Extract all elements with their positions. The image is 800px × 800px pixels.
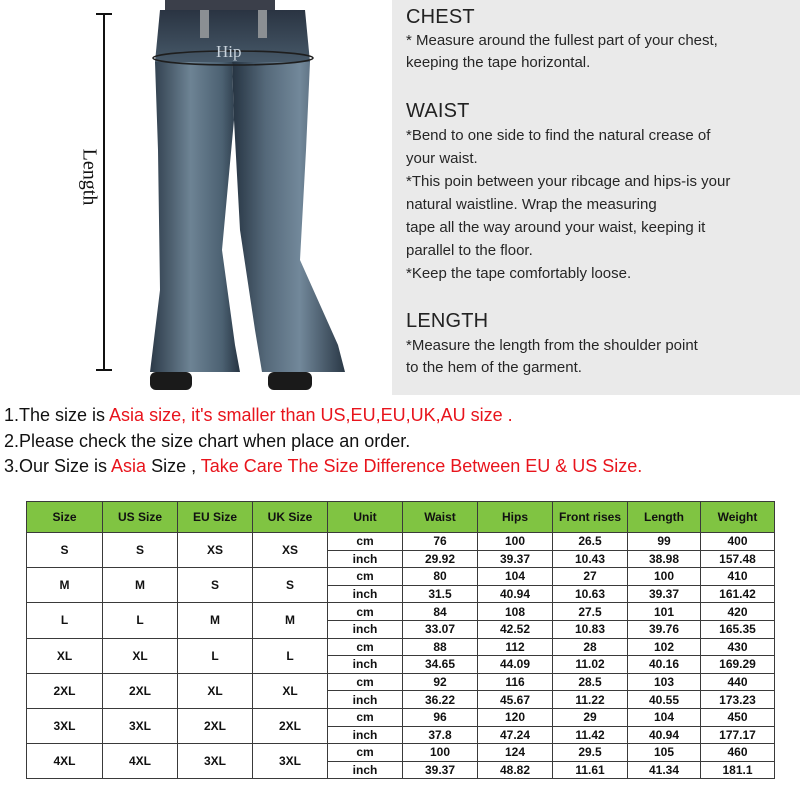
note-text-red: Asia size, it's smaller than US,EU,EU,UK,AU size .: [109, 405, 513, 425]
cell-length-inch: 40.94: [628, 726, 701, 744]
cell-weight-cm: 410: [701, 568, 775, 586]
cell-unit: cm: [328, 638, 403, 656]
cell-us-size: M: [103, 568, 178, 603]
cell-eu-size: XS: [178, 533, 253, 568]
cell-unit: inch: [328, 761, 403, 779]
table-row: [27, 568, 775, 586]
cell-unit: inch: [328, 656, 403, 674]
cell-us-size: S: [103, 533, 178, 568]
length-line: *Measure the length from the shoulder point: [406, 337, 698, 354]
note-text-red: Asia: [111, 456, 147, 476]
cell-weight-inch: 157.48: [701, 550, 775, 568]
jeans-photo: [0, 0, 390, 395]
right-shoe: [268, 372, 312, 390]
cell-weight-cm: 460: [701, 744, 775, 762]
cell-waist-inch: 29.92: [403, 550, 478, 568]
cell-waist-inch: 37.8: [403, 726, 478, 744]
cell-eu-size: S: [178, 568, 253, 603]
cell-waist-cm: 88: [403, 638, 478, 656]
cell-front-rises-inch: 10.83: [553, 620, 628, 638]
cell-length-inch: 39.37: [628, 585, 701, 603]
cell-length-cm: 99: [628, 533, 701, 551]
length-label: Length: [78, 148, 101, 206]
cell-unit: inch: [328, 691, 403, 709]
cell-front-rises-cm: 28.5: [553, 673, 628, 691]
cell-hips-cm: 104: [478, 568, 553, 586]
note-text: 3.Our Size is: [4, 456, 112, 476]
cell-weight-cm: 420: [701, 603, 775, 621]
cell-waist-inch: 34.65: [403, 656, 478, 674]
cell-front-rises-inch: 11.42: [553, 726, 628, 744]
cell-front-rises-inch: 10.43: [553, 550, 628, 568]
cell-length-cm: 103: [628, 673, 701, 691]
cell-hips-cm: 112: [478, 638, 553, 656]
cell-hips-cm: 124: [478, 744, 553, 762]
note-text: Size ,: [146, 456, 201, 476]
cell-waist-inch: 33.07: [403, 620, 478, 638]
cell-length-cm: 100: [628, 568, 701, 586]
cell-length-cm: 101: [628, 603, 701, 621]
cell-unit: cm: [328, 744, 403, 762]
length-line: to the hem of the garment.: [406, 359, 582, 376]
cell-us-size: L: [103, 603, 178, 638]
left-leg: [150, 62, 240, 372]
product-image: [0, 0, 800, 395]
size-chart-table: [26, 501, 775, 779]
waist-line: tape all the way around your waist, keeping it: [406, 219, 706, 236]
cell-weight-cm: 400: [701, 533, 775, 551]
cell-waist-inch: 39.37: [403, 761, 478, 779]
cell-hips-cm: 108: [478, 603, 553, 621]
note-text: 2.Please check the size chart when place an order.: [4, 431, 411, 451]
cell-size: 2XL: [27, 673, 103, 708]
cell-front-rises-cm: 27.5: [553, 603, 628, 621]
header-weight: Weight: [701, 502, 775, 533]
header-eu-size: EU Size: [178, 502, 253, 533]
cell-uk-size: S: [253, 568, 328, 603]
header-length: Length: [628, 502, 701, 533]
cell-size: M: [27, 568, 103, 603]
chest-line: keeping the tape horizontal.: [406, 54, 591, 71]
table-row: [27, 744, 775, 762]
cell-size: S: [27, 533, 103, 568]
cell-unit: cm: [328, 708, 403, 726]
header-uk-size: UK Size: [253, 502, 328, 533]
cell-size: XL: [27, 638, 103, 673]
cell-weight-cm: 450: [701, 708, 775, 726]
cell-hips-cm: 100: [478, 533, 553, 551]
cell-weight-cm: 440: [701, 673, 775, 691]
waist-line: parallel to the floor.: [406, 242, 533, 259]
table-row: [27, 708, 775, 726]
cell-length-cm: 104: [628, 708, 701, 726]
cell-eu-size: 3XL: [178, 744, 253, 779]
note-2: [4, 431, 410, 452]
cell-uk-size: M: [253, 603, 328, 638]
cell-waist-cm: 80: [403, 568, 478, 586]
cell-us-size: XL: [103, 638, 178, 673]
note-text-red: Take Care The Size Difference Between EU & US Size.: [200, 456, 643, 476]
table-row: [27, 638, 775, 656]
cell-eu-size: XL: [178, 673, 253, 708]
cell-waist-cm: 76: [403, 533, 478, 551]
cell-unit: inch: [328, 585, 403, 603]
header-waist: Waist: [403, 502, 478, 533]
cell-length-inch: 40.55: [628, 691, 701, 709]
cell-length-inch: 40.16: [628, 656, 701, 674]
cell-unit: inch: [328, 620, 403, 638]
cell-us-size: 4XL: [103, 744, 178, 779]
cell-hips-inch: 45.67: [478, 691, 553, 709]
cell-size: L: [27, 603, 103, 638]
cell-length-inch: 39.76: [628, 620, 701, 638]
cell-unit: cm: [328, 673, 403, 691]
waist-line: natural waistline. Wrap the measuring: [406, 196, 657, 213]
cell-weight-cm: 430: [701, 638, 775, 656]
cell-waist-inch: 31.5: [403, 585, 478, 603]
waist-title: WAIST: [406, 100, 470, 122]
waist-line: *Keep the tape comfortably loose.: [406, 265, 632, 282]
left-shoe: [150, 372, 192, 390]
cell-uk-size: 2XL: [253, 708, 328, 743]
hip-label: Hip: [216, 42, 242, 61]
cell-uk-size: 3XL: [253, 744, 328, 779]
cell-waist-cm: 96: [403, 708, 478, 726]
cell-weight-inch: 177.17: [701, 726, 775, 744]
cell-hips-inch: 40.94: [478, 585, 553, 603]
cell-front-rises-cm: 29: [553, 708, 628, 726]
cell-hips-cm: 120: [478, 708, 553, 726]
cell-front-rises-inch: 11.02: [553, 656, 628, 674]
cell-hips-inch: 42.52: [478, 620, 553, 638]
cell-unit: inch: [328, 726, 403, 744]
cell-eu-size: L: [178, 638, 253, 673]
cell-size: 4XL: [27, 744, 103, 779]
table-row: [27, 673, 775, 691]
cell-unit: cm: [328, 533, 403, 551]
header-hips: Hips: [478, 502, 553, 533]
header-unit: Unit: [328, 502, 403, 533]
table-body: [27, 533, 775, 779]
cell-front-rises-cm: 26.5: [553, 533, 628, 551]
belt-loop-right: [258, 10, 267, 38]
cell-front-rises-cm: 29.5: [553, 744, 628, 762]
chest-title: CHEST: [406, 6, 475, 28]
cell-front-rises-cm: 28: [553, 638, 628, 656]
header-front-rises: Front rises: [553, 502, 628, 533]
header-size: Size: [27, 502, 103, 533]
note-text: 1.The size is: [4, 405, 110, 425]
cell-hips-inch: 48.82: [478, 761, 553, 779]
cell-hips-inch: 47.24: [478, 726, 553, 744]
waist-line: your waist.: [406, 150, 478, 167]
cell-hips-cm: 116: [478, 673, 553, 691]
cell-unit: cm: [328, 568, 403, 586]
cell-length-cm: 102: [628, 638, 701, 656]
note-3: [4, 456, 642, 477]
cell-front-rises-cm: 27: [553, 568, 628, 586]
cell-waist-cm: 92: [403, 673, 478, 691]
cell-unit: inch: [328, 550, 403, 568]
cell-eu-size: M: [178, 603, 253, 638]
cell-length-inch: 38.98: [628, 550, 701, 568]
cell-hips-inch: 39.37: [478, 550, 553, 568]
cell-uk-size: L: [253, 638, 328, 673]
note-1: [4, 405, 513, 426]
chest-line: * Measure around the fullest part of your chest,: [406, 32, 718, 49]
measurement-guide: [392, 0, 800, 395]
waist-line: *Bend to one side to find the natural crease of: [406, 127, 711, 144]
cell-unit: cm: [328, 603, 403, 621]
cell-uk-size: XL: [253, 673, 328, 708]
cell-front-rises-inch: 11.61: [553, 761, 628, 779]
right-leg: [232, 62, 345, 372]
cell-us-size: 2XL: [103, 673, 178, 708]
cell-size: 3XL: [27, 708, 103, 743]
cell-hips-inch: 44.09: [478, 656, 553, 674]
cell-weight-inch: 173.23: [701, 691, 775, 709]
table-header-row: [27, 502, 775, 533]
header-us-size: US Size: [103, 502, 178, 533]
cell-waist-cm: 100: [403, 744, 478, 762]
table-row: [27, 603, 775, 621]
cell-weight-inch: 169.29: [701, 656, 775, 674]
table-row: [27, 533, 775, 551]
cell-uk-size: XS: [253, 533, 328, 568]
cell-waist-cm: 84: [403, 603, 478, 621]
cell-us-size: 3XL: [103, 708, 178, 743]
cell-length-inch: 41.34: [628, 761, 701, 779]
belt-loop-left: [200, 10, 209, 38]
cell-eu-size: 2XL: [178, 708, 253, 743]
cell-front-rises-inch: 11.22: [553, 691, 628, 709]
cell-length-cm: 105: [628, 744, 701, 762]
cell-weight-inch: 181.1: [701, 761, 775, 779]
cell-weight-inch: 165.35: [701, 620, 775, 638]
waist-line: *This poin between your ribcage and hips-is your: [406, 173, 731, 190]
flare-jeans-illustration: [0, 0, 390, 395]
cell-weight-inch: 161.42: [701, 585, 775, 603]
cell-waist-inch: 36.22: [403, 691, 478, 709]
length-title: LENGTH: [406, 310, 489, 332]
cell-front-rises-inch: 10.63: [553, 585, 628, 603]
